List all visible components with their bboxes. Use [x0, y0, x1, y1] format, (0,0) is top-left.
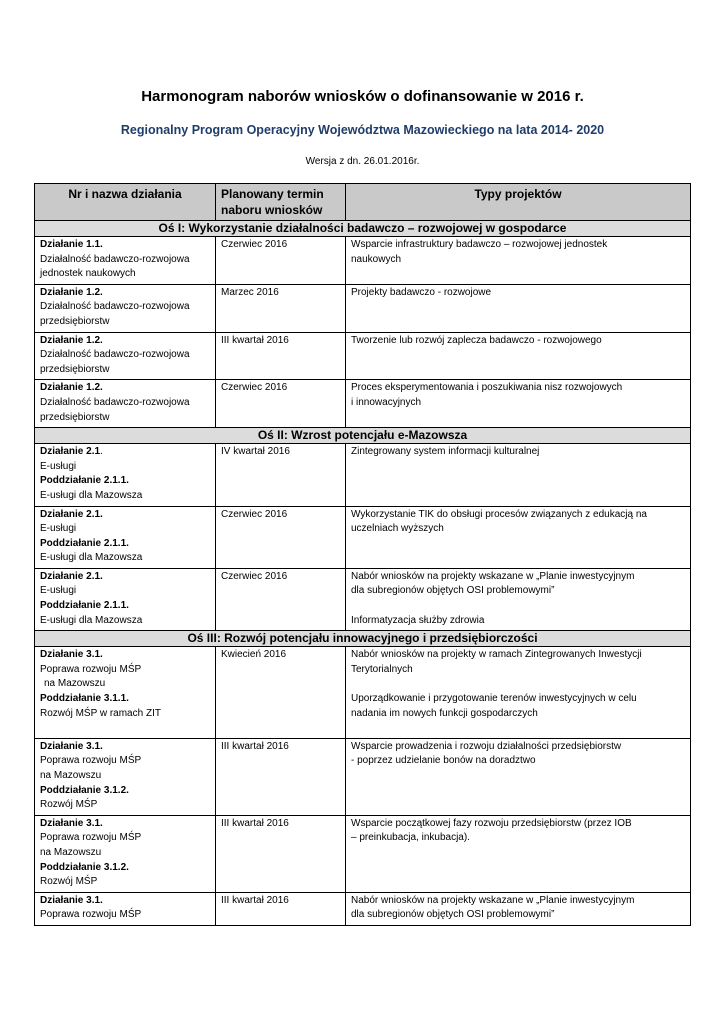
- table-row: [35, 237, 691, 285]
- term-cell: Kwiecień 2016: [216, 647, 346, 739]
- term-cell: III kwartał 2016: [216, 815, 346, 892]
- action-cell: Działanie 1.1. Działalność badawczo-rozwojowa jednostek naukowych: [35, 237, 216, 285]
- document-subtitle: Regionalny Program Operacyjny Województwa Mazowieckiego na lata 2014- 2020: [120, 123, 605, 137]
- term-cell: Marzec 2016: [216, 284, 346, 332]
- term-cell: III kwartał 2016: [216, 332, 346, 380]
- types-cell: Zintegrowany system informacji kulturalnej: [346, 444, 691, 506]
- types-cell: Wsparcie początkowej fazy rozwoju przedsiębiorstw (przez IOB – preinkubacja, inkubacja).: [346, 815, 691, 892]
- section-title: Oś III: Rozwój potencjału innowacyjnego i przedsiębiorczości: [35, 631, 691, 647]
- types-cell: Projekty badawczo - rozwojowe: [346, 284, 691, 332]
- action-cell: Działanie 1.2. Działalność badawczo-rozwojowa przedsiębiorstw: [35, 284, 216, 332]
- action-cell: Działanie 3.1. Poprawa rozwoju MŚP na Mazowszu Poddziałanie 3.1.2. Rozwój MŚP: [35, 738, 216, 815]
- types-cell: Proces eksperymentowania i poszukiwania nisz rozwojowych i innowacyjnych: [346, 380, 691, 428]
- term-cell: Czerwiec 2016: [216, 380, 346, 428]
- header-term: Planowany termin naboru wniosków: [216, 184, 346, 221]
- table-row: [35, 892, 691, 925]
- term-cell: Czerwiec 2016: [216, 237, 346, 285]
- types-cell: Tworzenie lub rozwój zaplecza badawczo - rozwojowego: [346, 332, 691, 380]
- table-row: [35, 332, 691, 380]
- types-cell: Wykorzystanie TIK do obsługi procesów związanych z edukacją na uczelniach wyższych: [346, 506, 691, 568]
- table-row: [35, 284, 691, 332]
- term-cell: Czerwiec 2016: [216, 568, 346, 630]
- section-row: [35, 631, 691, 647]
- section-title: Oś I: Wykorzystanie działalności badawczo – rozwojowej w gospodarce: [35, 221, 691, 237]
- table-row: [35, 815, 691, 892]
- schedule-table: [34, 183, 691, 926]
- action-cell: Działanie 2.1. E-usługi Poddziałanie 2.1.1. E-usługi dla Mazowsza: [35, 506, 216, 568]
- section-row: [35, 428, 691, 444]
- action-cell: Działanie 1.2. Działalność badawczo-rozwojowa przedsiębiorstw: [35, 332, 216, 380]
- table-row: [35, 506, 691, 568]
- table-row: [35, 738, 691, 815]
- action-cell: Działanie 1.2. Działalność badawczo-rozwojowa przedsiębiorstw: [35, 380, 216, 428]
- types-cell: Wsparcie infrastruktury badawczo – rozwojowej jednostek naukowych: [346, 237, 691, 285]
- table-row: [35, 647, 691, 739]
- types-cell: Nabór wniosków na projekty wskazane w „Planie inwestycyjnym dla subregionów objętych OSI problemowymi” Informatyzacja służby zdrowia: [346, 568, 691, 630]
- header-types: Typy projektów: [346, 184, 691, 221]
- action-cell: Działanie 2.1. E-usługi Poddziałanie 2.1.1. E-usługi dla Mazowsza: [35, 444, 216, 506]
- table-row: [35, 444, 691, 506]
- term-cell: Czerwiec 2016: [216, 506, 346, 568]
- table-row: [35, 568, 691, 630]
- document-version: Wersja z dn. 26.01.2016r.: [305, 156, 420, 167]
- term-cell: IV kwartał 2016: [216, 444, 346, 506]
- action-cell: Działanie 3.1. Poprawa rozwoju MŚP: [35, 892, 216, 925]
- types-cell: Nabór wniosków na projekty w ramach Zintegrowanych Inwestycji Terytorialnych Uporządkowanie i przygotowanie terenów inwestycyjnych w celu nadania im nowych funkcji gospodarczych: [346, 647, 691, 739]
- action-cell: Działanie 3.1. Poprawa rozwoju MŚP na Mazowszu Poddziałanie 3.1.2. Rozwój MŚP: [35, 815, 216, 892]
- table-header-row: [35, 184, 691, 221]
- section-row: [35, 221, 691, 237]
- header-action: Nr i nazwa działania: [35, 184, 216, 221]
- section-title: Oś II: Wzrost potencjału e-Mazowsza: [35, 428, 691, 444]
- types-cell: Nabór wniosków na projekty wskazane w „Planie inwestycyjnym dla subregionów objętych OSI problemowymi”: [346, 892, 691, 925]
- action-cell: Działanie 2.1. E-usługi Poddziałanie 2.1.1. E-usługi dla Mazowsza: [35, 568, 216, 630]
- term-cell: III kwartał 2016: [216, 892, 346, 925]
- action-cell: Działanie 3.1. Poprawa rozwoju MŚP na Mazowszu Poddziałanie 3.1.1. Rozwój MŚP w ramach ZIT: [35, 647, 216, 739]
- table-row: [35, 380, 691, 428]
- term-cell: III kwartał 2016: [216, 738, 346, 815]
- document-title: Harmonogram naborów wniosków o dofinansowanie w 2016 r.: [141, 88, 584, 105]
- types-cell: Wsparcie prowadzenia i rozwoju działalności przedsiębiorstw - poprzez udzielanie bonów na doradztwo: [346, 738, 691, 815]
